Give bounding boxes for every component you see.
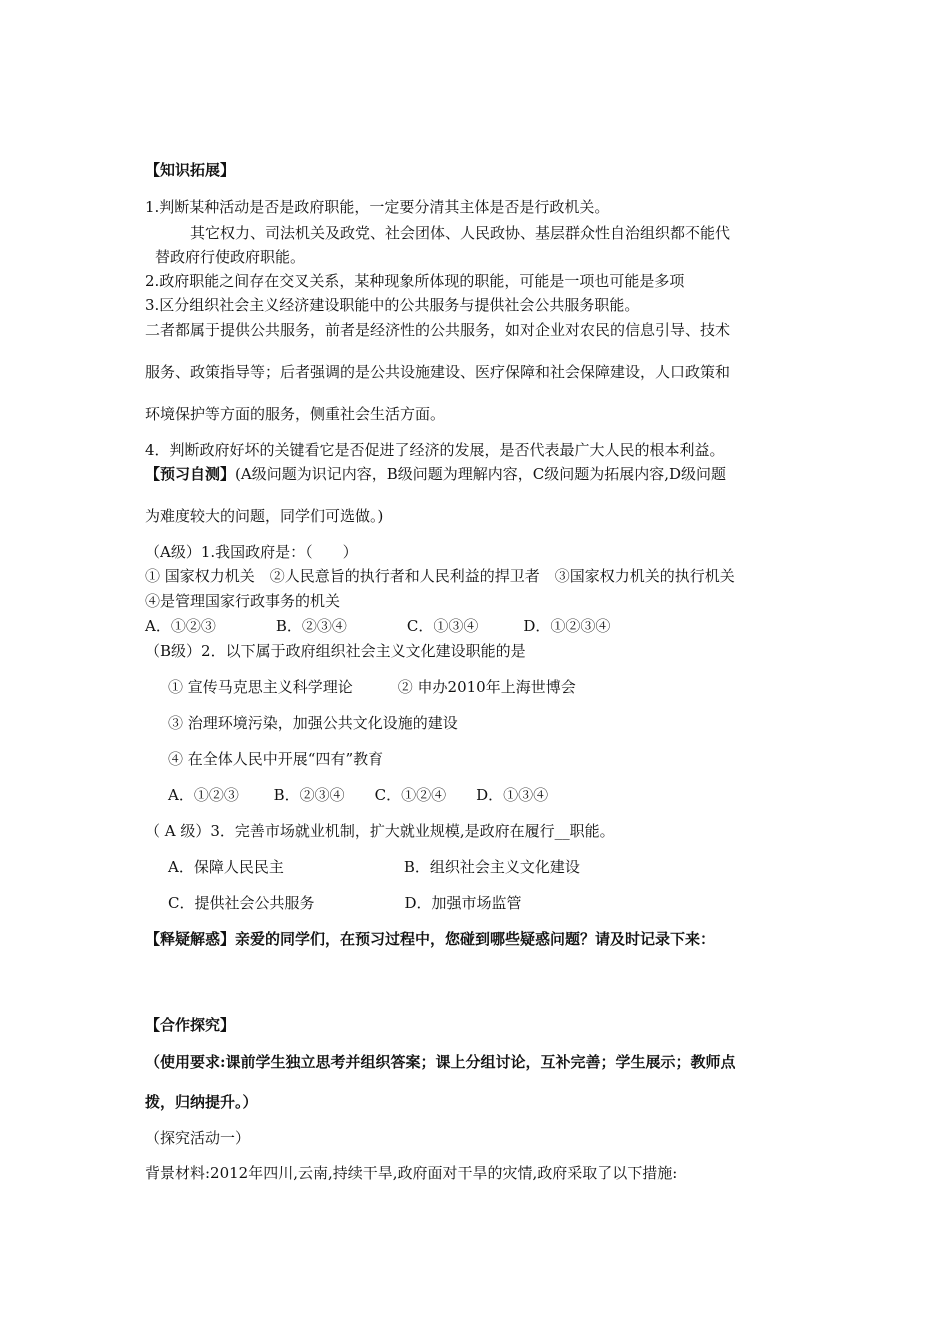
knowledge-point-3-b: 服务、政策指导等；后者强调的是公共设施建设、医疗保障和社会保障建设，人口政策和 [145, 363, 731, 381]
activity-label: （探究活动一） [145, 1129, 251, 1147]
question-2-option-3: ④ 在全体人民中开展“四有”教育 [168, 750, 384, 768]
preview-heading: 【预习自测】 [145, 465, 236, 483]
question-2-stem: （B级）2．以下属于政府组织社会主义文化建设职能的是 [145, 642, 526, 660]
knowledge-heading: 【知识拓展】 [145, 161, 236, 179]
question-2-choices: A．①②③ B．②③④ C．①②④ D．①③④ [168, 786, 549, 804]
question-1-options-b: ④是管理国家行政事务的机关 [145, 592, 341, 610]
doubt-section: 【释疑解惑】亲爱的同学们，在预习过程中，您碰到哪些疑惑问题？请及时记录下来： [145, 930, 716, 948]
knowledge-point-1: 1.判断某种活动是否是政府职能，一定要分清其主体是否是行政机关。 [145, 198, 610, 216]
preview-intro-a: (A级问题为识记内容，B级问题为理解内容，C级问题为拓展内容,D级问题 [235, 465, 726, 483]
cooperate-heading: 【合作探究】 [145, 1016, 236, 1034]
question-2-option-2: ③ 治理环境污染，加强公共文化设施的建设 [168, 714, 458, 732]
knowledge-point-3: 3.区分组织社会主义经济建设职能中的公共服务与提供社会公共服务职能。 [145, 296, 640, 314]
question-3-row-1: A．保障人民民主 B．组织社会主义文化建设 [168, 858, 580, 876]
question-3-row-2: C．提供社会公共服务 D．加强市场监管 [168, 894, 522, 912]
knowledge-point-2: 2.政府职能之间存在交叉关系，某种现象所体现的职能，可能是一项也可能是多项 [145, 272, 685, 290]
question-2-option-1: ① 宣传马克思主义科学理论 ② 申办2010年上海世博会 [168, 678, 576, 696]
cooperate-requirement-b: 拨，归纳提升。） [145, 1093, 258, 1111]
preview-intro [145, 464, 726, 484]
question-1-options-a: ① 国家权力机关 ②人民意旨的执行者和人民利益的捍卫者 ③国家权力机关的执行机关 [145, 567, 735, 585]
background-material: 背景材料:2012年四川,云南,持续干旱,政府面对干旱的灾情,政府采取了以下措施: [145, 1164, 678, 1182]
cooperate-requirement-a: （使用要求:课前学生独立思考并组织答案；课上分组讨论，互补完善；学生展示；教师点 [145, 1053, 736, 1071]
knowledge-point-3-a: 二者都属于提供公共服务，前者是经济性的公共服务，如对企业对农民的信息引导、技术 [145, 321, 731, 339]
question-3-stem: （ A 级）3．完善市场就业机制，扩大就业规模,是政府在履行__职能。 [145, 822, 615, 840]
question-1-stem: （A级）1.我国政府是：（ ） [145, 543, 358, 561]
preview-intro-b: 为难度较大的问题，同学们可选做。) [145, 507, 384, 525]
question-1-choices: A．①②③ B．②③④ C．①③④ D．①②③④ [145, 617, 611, 635]
knowledge-point-3-c: 环境保护等方面的服务，侧重社会生活方面。 [145, 405, 446, 423]
knowledge-point-4: 4．判断政府好坏的关键看它是否促进了经济的发展，是否代表最广大人民的根本利益。 [145, 441, 725, 459]
knowledge-point-1-cont-a: 其它权力、司法机关及政党、社会团体、人民政协、基层群众性自治组织都不能代 [190, 224, 731, 242]
knowledge-point-1-cont-b: 替政府行使政府职能。 [155, 248, 306, 266]
